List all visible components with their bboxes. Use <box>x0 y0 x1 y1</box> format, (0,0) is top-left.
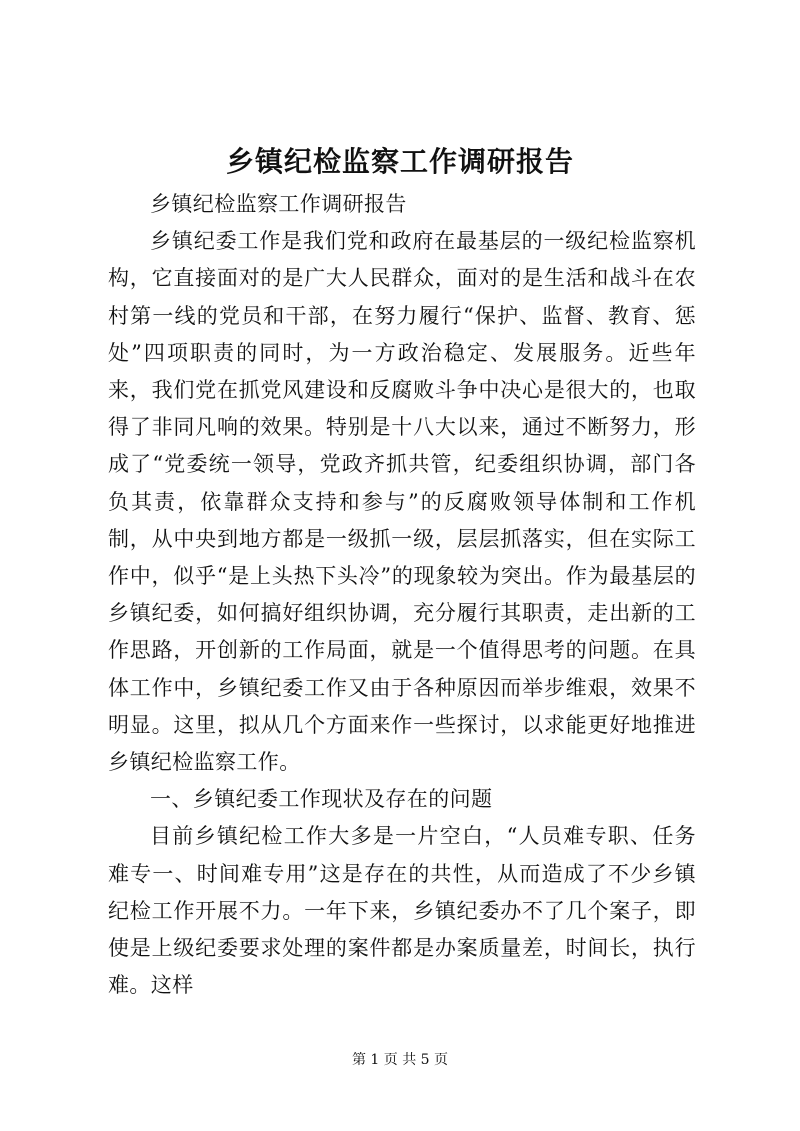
document-title: 乡镇纪检监察工作调研报告 <box>225 145 574 178</box>
page-footer: 第 1 页 共 5 页 <box>351 1052 449 1068</box>
subtitle-paragraph: 乡镇纪检监察工作调研报告 <box>150 192 407 216</box>
body-paragraph: 目前乡镇纪检工作大多是一片空白，“人员难专职、任务难专一、时间难专用”这是存在的共性，从而造成了不少乡镇纪检工作开展不力。一年下来，乡镇纪委办不了几个案子，即使是上级纪委要求处理的案件都是办案质量差，时间长，执行难。这样 <box>108 824 696 998</box>
section-heading: 一、乡镇纪委工作现状及存在的问题 <box>150 787 493 812</box>
document-body <box>108 186 696 1004</box>
intro-paragraph: 乡镇纪委工作是我们党和政府在最基层的一级纪检监察机构，它直接面对的是广大人民群众，面对的是生活和战斗在农村第一线的党员和干部，在努力履行“保护、监督、教育、惩处”四项职责的同时，为一方政治稳定、发展服务。近些年来，我们党在抓党风建设和反腐败斗争中决心是很大的，也取得了非同凡响的效果。特别是十八大以来，通过不断努力，形成了“党委统一领导，党政齐抓共管，纪委组织协调，部门各负其责，依靠群众支持和参与”的反腐败领导体制和工作机制，从中央到地方都是一级抓一级，层层抓落实，但在实际工作中，似乎“是上头热下头冷”的现象较为突出。作为最基层的乡镇纪委，如何搞好组织协调，充分履行其职责，走出新的工作思路，开创新的工作局面，就是一个值得思考的问题。在具体工作中，乡镇纪委工作又由于各种原因而举步维艰，效果不明显。这里，拟从几个方面来作一些探讨，以求能更好地推进乡镇纪检监察工作。 <box>108 229 696 775</box>
